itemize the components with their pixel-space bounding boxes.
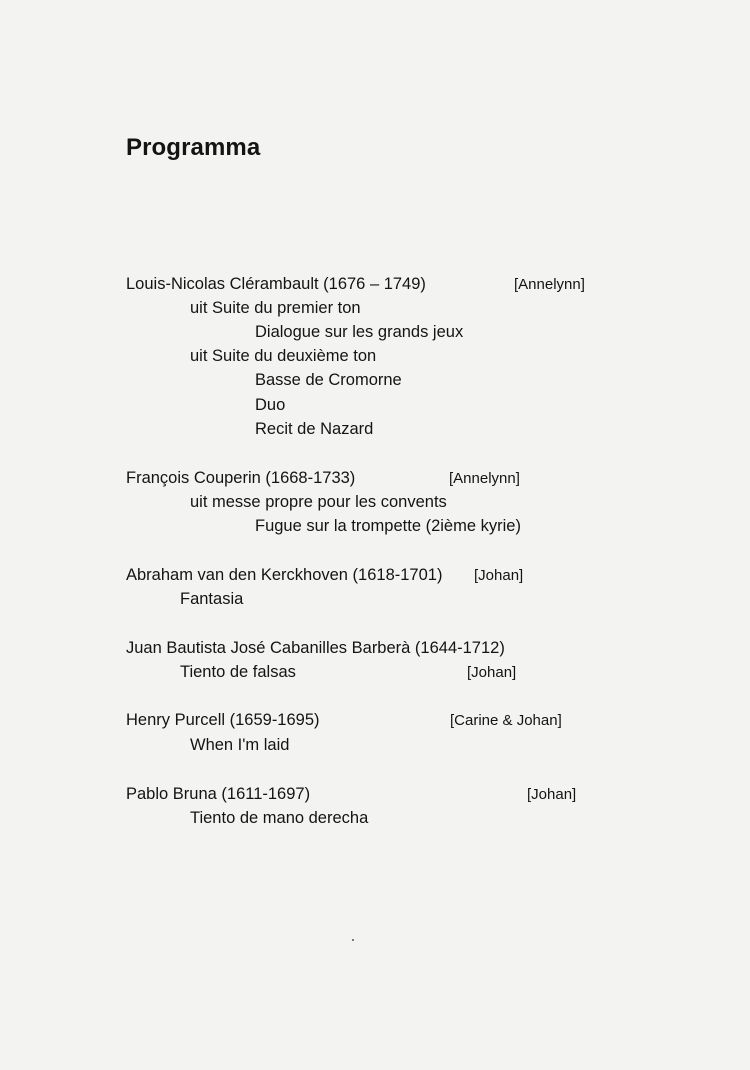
performer-kerckhoven: [Johan] <box>474 567 524 584</box>
composer-purcell: Henry Purcell (1659-1695) <box>126 711 320 729</box>
performer-couperin: [Annelynn] <box>449 470 520 487</box>
composer-cabanilles: Juan Bautista José Cabanilles Barberà (1644-1712) <box>126 639 505 657</box>
piece-title: Tiento de mano derecha <box>190 809 369 827</box>
performer-clerambault: [Annelynn] <box>514 276 585 293</box>
piece-source: uit messe propre pour les convents <box>190 493 447 511</box>
page-title: Programma <box>126 134 261 161</box>
piece-title: Recit de Nazard <box>255 420 374 438</box>
piece-title: Dialogue sur les grands jeux <box>255 323 464 341</box>
performer-bruna: [Johan] <box>527 786 577 803</box>
performer-cabanilles: [Johan] <box>467 664 517 681</box>
piece-title: Fantasia <box>180 590 244 608</box>
piece-title: When I'm laid <box>190 736 290 754</box>
performer-purcell: [Carine & Johan] <box>450 712 562 729</box>
piece-title: Basse de Cromorne <box>255 371 402 389</box>
scan-speck <box>352 939 354 941</box>
piece-source: uit Suite du premier ton <box>190 299 361 317</box>
piece-title: Fugue sur la trompette (2ième kyrie) <box>255 517 521 535</box>
composer-kerckhoven: Abraham van den Kerckhoven (1618-1701) <box>126 566 443 584</box>
piece-source: uit Suite du deuxième ton <box>190 347 377 365</box>
composer-clerambault: Louis-Nicolas Clérambault (1676 – 1749) <box>126 275 426 293</box>
composer-couperin: François Couperin (1668-1733) <box>126 469 356 487</box>
piece-title: Tiento de falsas <box>180 663 296 681</box>
piece-title: Duo <box>255 396 286 414</box>
composer-bruna: Pablo Bruna (1611-1697) <box>126 785 311 803</box>
